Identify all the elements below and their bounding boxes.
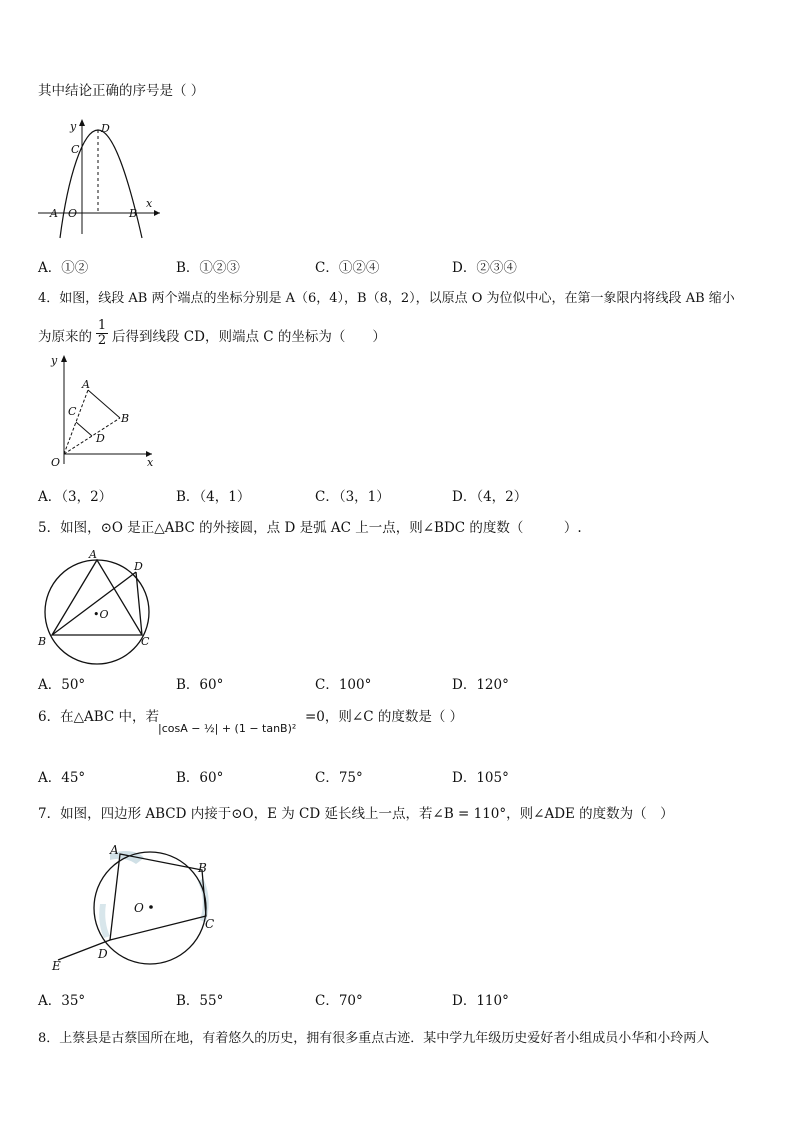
q7-option-a: A．35° [38,993,86,1009]
q4-label-B: B [121,412,130,425]
q3-option-b: B．①②③ [176,260,240,276]
q7-option-c: C．70° [315,993,363,1009]
q4-label-O: O [51,456,61,469]
q3-option-a: A．①② [38,260,89,276]
q4-option-d: D．（4，2） [452,489,528,505]
q4-option-a: A．（3，2） [38,489,113,505]
q4-fraction-denominator: 2 [97,333,107,348]
q7-option-b: B．55° [176,993,224,1009]
q7-option-d: D．110° [452,993,509,1009]
q5-label-A: A [89,548,97,561]
q5-label-B: B [38,635,47,648]
q7-label-B: B [198,861,207,875]
q5-option-d: D．120° [452,677,509,693]
q5-option-b: B．60° [176,677,224,693]
q4-option-c: C．（3，1） [315,489,390,505]
q4-stem-line2-post: 后得到线段 CD，则端点 C 的坐标为（ ） [112,329,386,345]
q3-label-A: A [50,207,58,220]
q3-option-d: D．②③④ [452,260,517,276]
q4-stem-line1: 4．如图，线段 AB 两个端点的坐标分别是 A（6，4），B（8，2），以原点 O 为位似中心，在第一象限内将线段 AB 缩小 [38,291,735,306]
q6-option-d: D．105° [452,770,509,786]
q3-stem: 其中结论正确的序号是（ ） [38,83,205,99]
q7-label-C: C [205,917,215,931]
q5-option-a: A．50° [38,677,86,693]
q4-label-C: C [68,405,77,418]
q6-option-b: B．60° [176,770,224,786]
q3-label-D: D [101,122,110,135]
q4-label-y: y [51,354,58,367]
q7-circle-figure [48,838,228,978]
q5-option-c: C．100° [315,677,372,693]
q3-label-x: x [146,197,153,210]
q4-coordinate-figure [44,352,164,472]
q4-fraction-numerator: 1 [97,318,107,333]
q3-option-c: C．①②④ [315,260,380,276]
q3-parabola-figure [38,116,168,240]
q8-stem: 8．上蔡县是古蔡国所在地，有着悠久的历史，拥有很多重点古迹．某中学九年级历史爱好者小组成员小华和小玲两人 [38,1031,710,1046]
q5-label-C: C [141,635,150,648]
q3-label-B: B [129,207,138,220]
q6-stem-pre: 6．在△ABC 中，若 [38,709,160,725]
q7-label-E: E [52,959,61,973]
q6-option-c: C．75° [315,770,363,786]
q7-label-O: O [134,901,144,915]
q4-label-A: A [82,378,90,391]
q3-label-C: C [71,143,80,156]
q6-formula: |cosA − ½| + (1 − tanB)² [158,722,297,735]
q7-stem: 7．如图，四边形 ABCD 内接于⊙O，E 为 CD 延长线上一点，若∠B = 110°，则∠ADE 的度数为（ ） [38,806,674,822]
q4-option-b: B．（4，1） [176,489,251,505]
q5-stem: 5．如图，⊙O 是正△ABC 的外接圆，点 D 是弧 AC 上一点，则∠BDC 的度数（ ）. [38,520,582,536]
q7-label-D: D [98,947,108,961]
q5-circle-figure [36,546,160,670]
q4-label-D: D [96,432,105,445]
q6-option-a: A．45° [38,770,86,786]
q3-label-y: y [70,120,77,133]
q6-stem-post: =0，则∠C 的度数是（ ） [305,709,464,725]
q7-label-A: A [110,843,119,857]
q4-fraction [96,319,108,348]
q4-label-x: x [147,456,154,469]
q3-label-O: O [68,207,78,220]
q4-stem-line2-pre: 为原来的 [38,329,92,345]
q5-label-D: D [134,560,143,573]
q5-label-O: •O [93,608,109,621]
